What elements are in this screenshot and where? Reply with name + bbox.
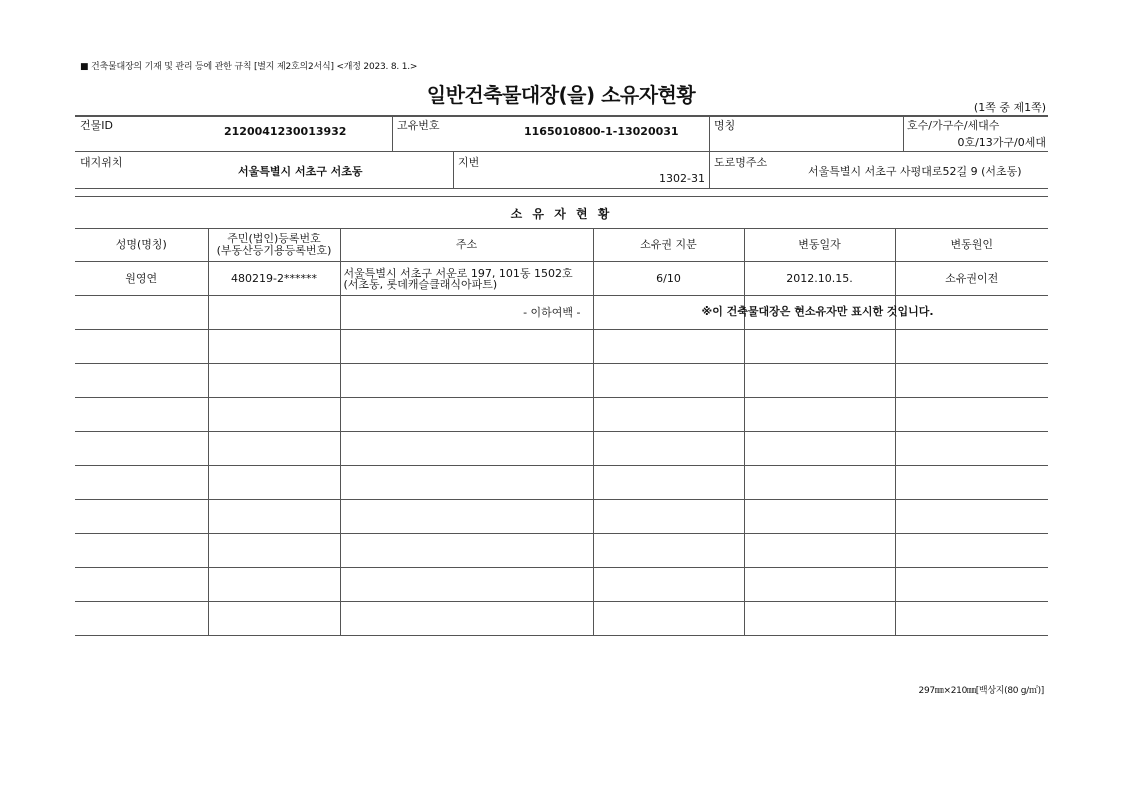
empty-cell	[340, 534, 593, 568]
empty-cell	[75, 330, 208, 364]
empty-cell	[744, 364, 895, 398]
column-header-regno	[208, 229, 340, 262]
road-address-label: 도로명주소	[714, 156, 768, 169]
empty-cell	[208, 432, 340, 466]
empty-cell	[75, 296, 208, 330]
empty-cell	[593, 364, 744, 398]
empty-cell	[208, 602, 340, 636]
empty-cell	[340, 364, 593, 398]
empty-cell	[75, 500, 208, 534]
header-col-divider	[453, 151, 454, 188]
paper-spec: 297㎜×210㎜[백상지(80 g/㎡)]	[918, 686, 1044, 696]
empty-cell	[340, 568, 593, 602]
empty-cell	[895, 568, 1048, 602]
empty-cell	[744, 330, 895, 364]
empty-cell	[895, 330, 1048, 364]
blank-marker-row	[75, 296, 1048, 330]
lot-number-value: 1302-31	[659, 172, 705, 185]
empty-cell	[744, 398, 895, 432]
empty-cell	[744, 432, 895, 466]
column-header-share: 소유권 지분	[593, 229, 744, 262]
empty-cell	[895, 466, 1048, 500]
empty-row	[75, 364, 1048, 398]
unique-no-label: 고유번호	[397, 119, 440, 132]
empty-cell	[895, 432, 1048, 466]
owner-change-date: 2012.10.15.	[744, 262, 895, 296]
empty-cell	[208, 466, 340, 500]
owner-share: 6/10	[593, 262, 744, 296]
empty-cell	[895, 364, 1048, 398]
building-id-label: 건물ID	[80, 119, 113, 132]
owners-section-title: 소 유 자 현 황	[510, 207, 613, 221]
site-location-label: 대지위치	[80, 156, 123, 169]
empty-cell	[75, 432, 208, 466]
units-label: 호수/가구수/세대수	[907, 119, 1000, 132]
empty-cell	[593, 500, 744, 534]
header-row-divider	[75, 151, 1048, 152]
empty-cell	[744, 568, 895, 602]
owner-row	[75, 262, 1048, 296]
empty-cell	[340, 432, 593, 466]
header-col-divider	[903, 115, 904, 151]
notice-cell	[593, 296, 934, 330]
empty-cell	[208, 568, 340, 602]
empty-cell	[593, 466, 744, 500]
empty-cell	[340, 398, 593, 432]
empty-row	[75, 466, 1048, 500]
empty-cell	[744, 466, 895, 500]
owner-change-reason: 소유권이전	[895, 262, 1048, 296]
empty-cell	[340, 466, 593, 500]
owners-header-row	[75, 229, 1048, 262]
empty-cell	[340, 602, 593, 636]
empty-cell	[895, 500, 1048, 534]
empty-cell	[593, 602, 744, 636]
empty-cell	[75, 364, 208, 398]
column-header-change-reason: 변동원인	[895, 229, 1048, 262]
empty-cell	[208, 398, 340, 432]
empty-row	[75, 568, 1048, 602]
units-value: 0호/13가구/0세대	[957, 136, 1046, 149]
blank-marker: - 이하여백 -	[340, 296, 593, 330]
column-header-change-date: 변동일자	[744, 229, 895, 262]
column-header-regno-line2: (부동산등기용등록번호)	[216, 244, 332, 257]
empty-cell	[744, 500, 895, 534]
header-col-divider	[709, 115, 710, 151]
empty-row	[75, 500, 1048, 534]
empty-cell	[744, 602, 895, 636]
empty-cell	[895, 602, 1048, 636]
empty-cell	[340, 500, 593, 534]
empty-cell	[75, 602, 208, 636]
empty-cell	[208, 500, 340, 534]
current-owner-notice: ※이 건축물대장은 현소유자만 표시한 것입니다.	[701, 305, 934, 318]
regulation-reference: ■ 건축물대장의 기재 및 관리 등에 관한 규칙 [별지 제2호의2서식] <개정 2023. 8. 1.>	[80, 62, 418, 72]
empty-cell	[593, 568, 744, 602]
column-header-address: 주소	[340, 229, 593, 262]
owners-table	[75, 228, 1048, 636]
owner-regno: 480219-2******	[208, 262, 340, 296]
empty-cell	[208, 534, 340, 568]
unique-no-value: 1165010800-1-13020031	[524, 125, 679, 138]
lot-number-label: 지번	[458, 156, 480, 169]
empty-row	[75, 432, 1048, 466]
page-number: (1쪽 중 제1쪽)	[973, 101, 1046, 114]
empty-cell	[895, 534, 1048, 568]
empty-cell	[208, 330, 340, 364]
empty-cell	[340, 330, 593, 364]
empty-cell	[744, 534, 895, 568]
empty-cell	[593, 398, 744, 432]
road-address-value: 서울특별시 서초구 사평대로52길 9 (서초동)	[808, 165, 1022, 178]
empty-row	[75, 602, 1048, 636]
empty-cell	[593, 330, 744, 364]
empty-row	[75, 534, 1048, 568]
empty-cell	[75, 534, 208, 568]
empty-cell	[75, 466, 208, 500]
section-top-border	[75, 196, 1048, 197]
header-bottom-border	[75, 188, 1048, 189]
empty-cell	[895, 398, 1048, 432]
empty-cell	[593, 534, 744, 568]
column-header-name: 성명(명칭)	[75, 229, 208, 262]
owner-name: 원영연	[75, 262, 208, 296]
empty-cell	[208, 364, 340, 398]
document-title: 일반건축물대장(을) 소유자현황	[426, 83, 696, 107]
owner-address: 서울특별시 서초구 서운로 197, 101동 1502호 (서초동, 롯데캐슬클래식아파트)	[340, 262, 593, 296]
empty-cell	[75, 398, 208, 432]
empty-cell	[75, 568, 208, 602]
building-id-value: 2120041230013932	[224, 125, 347, 138]
empty-cell	[208, 296, 340, 330]
empty-cell	[593, 432, 744, 466]
empty-row	[75, 398, 1048, 432]
building-name-label: 명칭	[714, 119, 736, 132]
site-location-value: 서울특별시 서초구 서초동	[238, 165, 363, 178]
column-header-regno-line1: 주민(법인)등록번호	[227, 232, 321, 245]
header-col-divider	[392, 115, 393, 151]
empty-row	[75, 330, 1048, 364]
header-col-divider	[709, 151, 710, 188]
